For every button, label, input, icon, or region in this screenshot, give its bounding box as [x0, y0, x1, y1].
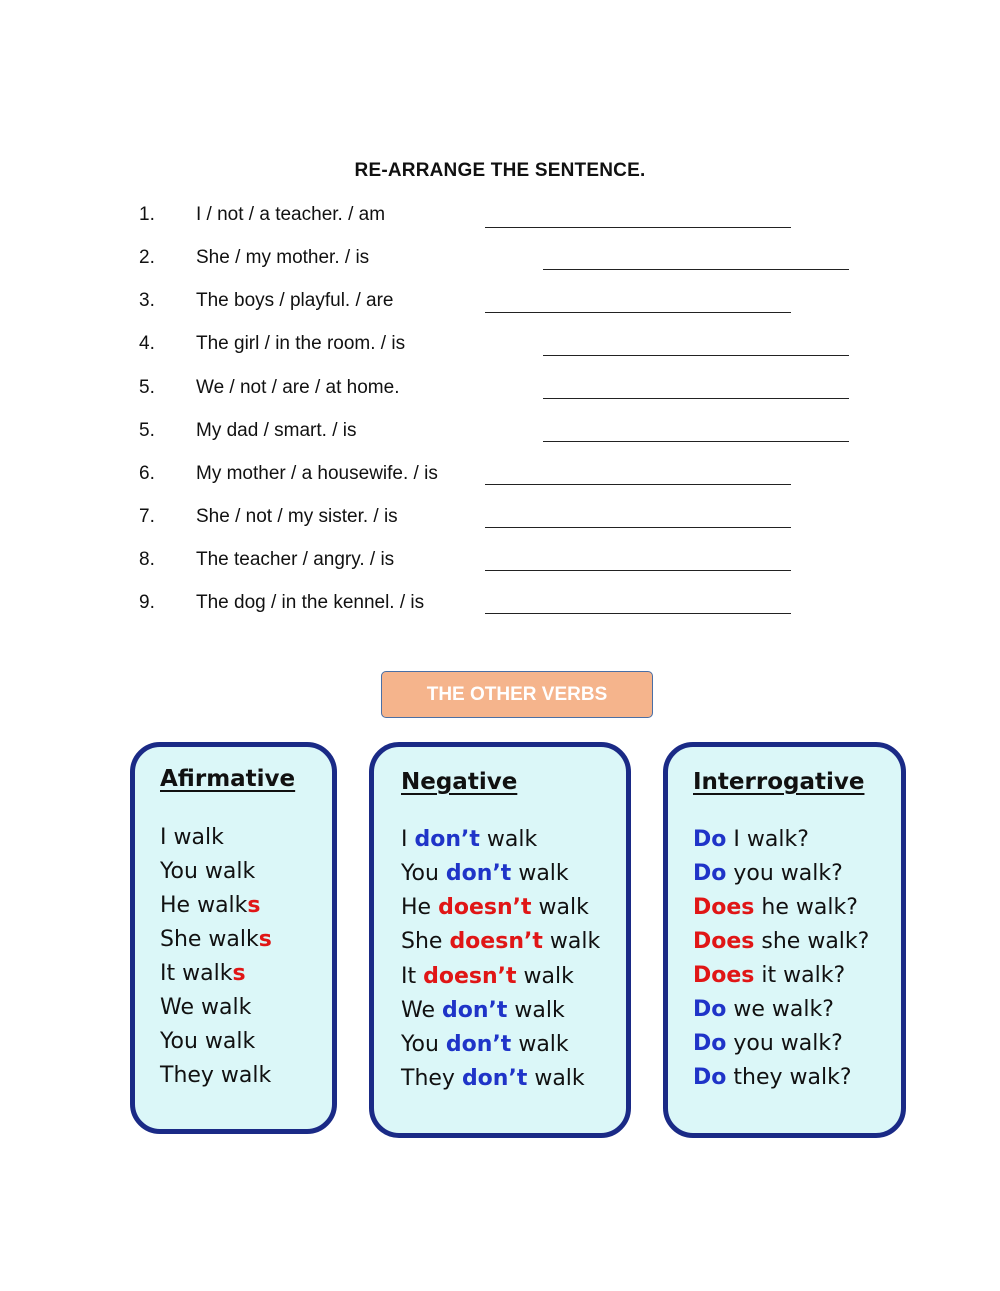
conjugation-line — [160, 1063, 271, 1088]
exercise-item — [0, 420, 1000, 450]
item-number: 2. — [139, 247, 155, 268]
conjugation-line — [401, 1032, 569, 1057]
item-prompt: She / not / my sister. / is — [196, 506, 398, 527]
answer-blank[interactable] — [543, 398, 849, 399]
line-text: We — [401, 998, 442, 1023]
line-highlight: s — [258, 927, 272, 952]
line-highlight: Does — [693, 895, 755, 920]
line-text: You — [401, 1032, 446, 1057]
line-highlight: Do — [693, 997, 727, 1022]
item-prompt: My mother / a housewife. / is — [196, 463, 438, 484]
answer-blank[interactable] — [485, 527, 791, 528]
item-number: 6. — [139, 463, 155, 484]
line-highlight: don’t — [414, 827, 480, 852]
item-prompt: The girl / in the room. / is — [196, 333, 406, 354]
conjugation-line — [160, 825, 224, 850]
section-banner: THE OTHER VERBS — [381, 671, 653, 718]
line-text: It — [401, 964, 424, 989]
conjugation-line — [160, 859, 255, 884]
line-highlight: Do — [693, 1065, 727, 1090]
conjugation-line — [401, 964, 574, 989]
conjugation-line — [693, 963, 845, 988]
line-text: I walk? — [726, 827, 809, 852]
conjugation-line — [693, 1065, 852, 1090]
line-highlight: doesn’t — [423, 964, 517, 989]
item-number: 9. — [139, 592, 155, 613]
conjugation-line — [160, 995, 251, 1020]
line-text: we walk? — [726, 997, 834, 1022]
item-prompt: She / my mother. / is — [196, 247, 370, 268]
answer-blank[interactable] — [485, 227, 791, 228]
conjugation-line — [401, 861, 569, 886]
line-text: walk — [479, 827, 538, 852]
line-text: walk — [516, 964, 574, 989]
line-text: walk — [542, 929, 601, 954]
exercise-item — [0, 377, 1000, 407]
conjugation-line — [693, 827, 809, 852]
item-prompt: I / not / a teacher. / am — [196, 204, 386, 225]
item-number: 4. — [139, 333, 155, 354]
conjugation-line — [693, 1031, 843, 1056]
line-text: You walk — [160, 1029, 256, 1054]
item-prompt: The dog / in the kennel. / is — [196, 592, 425, 613]
line-highlight: Do — [693, 827, 727, 852]
line-highlight: don’t — [461, 1066, 528, 1091]
line-highlight: don’t — [445, 1032, 512, 1057]
line-text: I walk — [160, 825, 224, 850]
conjugation-line — [693, 861, 843, 886]
conjugation-line — [401, 998, 565, 1023]
line-text: she walk? — [754, 929, 870, 954]
conjugation-line — [401, 1066, 585, 1091]
line-highlight: Does — [693, 963, 755, 988]
line-text: you walk? — [726, 861, 843, 886]
line-text: You walk — [160, 859, 256, 884]
conjugation-line — [401, 895, 589, 920]
line-text: he walk? — [754, 895, 858, 920]
line-text: He — [401, 895, 439, 920]
answer-blank[interactable] — [485, 613, 791, 614]
exercise-item — [0, 290, 1000, 320]
item-number: 1. — [139, 204, 155, 225]
affirmative-heading: Afirmative — [160, 766, 296, 792]
line-text: I — [401, 827, 415, 852]
line-text: walk — [527, 1066, 585, 1091]
line-text: walk — [531, 895, 589, 920]
interrogative-heading: Interrogative — [693, 769, 865, 795]
conjugation-line — [693, 929, 869, 954]
item-prompt: The boys / playful. / are — [196, 290, 394, 311]
line-highlight: doesn’t — [438, 895, 532, 920]
exercise-item — [0, 506, 1000, 536]
conjugation-line — [160, 893, 261, 918]
line-highlight: Does — [693, 929, 755, 954]
conjugation-line — [160, 1029, 255, 1054]
line-text: walk — [511, 1032, 569, 1057]
line-text: He walk — [160, 893, 248, 918]
item-number: 7. — [139, 506, 155, 527]
exercise-item — [0, 463, 1000, 493]
line-highlight: Do — [693, 1031, 727, 1056]
line-text: walk — [507, 998, 565, 1023]
item-number: 5. — [139, 377, 155, 398]
line-highlight: s — [247, 893, 261, 918]
line-highlight: don’t — [445, 861, 512, 886]
item-prompt: We / not / are / at home. — [196, 377, 400, 398]
line-text: She — [401, 929, 450, 954]
line-highlight: doesn’t — [449, 929, 543, 954]
exercise-item — [0, 592, 1000, 622]
line-text: We walk — [160, 995, 252, 1020]
answer-blank[interactable] — [543, 269, 849, 270]
line-text: They walk — [160, 1063, 272, 1088]
answer-blank[interactable] — [485, 484, 791, 485]
conjugation-line — [693, 895, 858, 920]
conjugation-line — [401, 827, 537, 852]
exercise-item — [0, 247, 1000, 277]
item-number: 8. — [139, 549, 155, 570]
answer-blank[interactable] — [543, 441, 849, 442]
line-text: It walk — [160, 961, 233, 986]
line-highlight: don’t — [442, 998, 508, 1023]
worksheet-title: RE-ARRANGE THE SENTENCE. — [354, 160, 646, 181]
line-text: She walk — [160, 927, 259, 952]
item-number: 3. — [139, 290, 155, 311]
line-text: they walk? — [726, 1065, 852, 1090]
line-text: it walk? — [754, 963, 846, 988]
line-text: You — [401, 861, 446, 886]
item-number: 5. — [139, 420, 155, 441]
conjugation-line — [160, 961, 246, 986]
conjugation-line — [401, 929, 600, 954]
exercise-item — [0, 549, 1000, 579]
exercise-item — [0, 333, 1000, 363]
conjugation-line — [160, 927, 272, 952]
conjugation-line — [693, 997, 834, 1022]
answer-blank[interactable] — [485, 312, 791, 313]
line-text: you walk? — [726, 1031, 843, 1056]
line-highlight: s — [232, 961, 246, 986]
exercise-item — [0, 204, 1000, 234]
answer-blank[interactable] — [485, 570, 791, 571]
answer-blank[interactable] — [543, 355, 849, 356]
line-text: They — [401, 1066, 462, 1091]
item-prompt: The teacher / angry. / is — [196, 549, 395, 570]
line-highlight: Do — [693, 861, 727, 886]
item-prompt: My dad / smart. / is — [196, 420, 357, 441]
line-text: walk — [511, 861, 569, 886]
negative-heading: Negative — [401, 769, 518, 795]
